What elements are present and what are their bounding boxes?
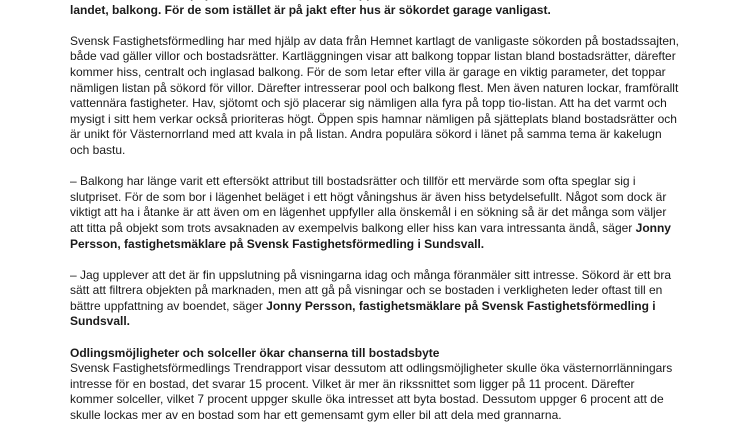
body-paragraph-2: Svensk Fastighetsförmedlings Trendrapport visar dessutom att odlingsmöjligheter skulle öka västernorrlänningars intresse för en bostad, det svarar 15 procent. Vilket är mer än rikssnittet som ligger på 11 procent. Därefter kommer solceller, vilket 7 procent uppger skulle öka intresset att byta bostad. Dessutom uppger 6 procent att de skulle lockas mer av en bostad som har ett gemensamt gym eller bil att dela med grannarna.	[70, 361, 673, 423]
quote-2-speaker: Jonny Persson, fastighetsmäklare på Svensk Fastighetsförmedling i Sundsvall.	[70, 298, 656, 329]
quote-1-text: – Balkong har länge varit ett eftersökt attribut till bostadsrätter och tillför ett mervärde som ofta speglar sig i slutpriset. För de som bor i lägenhet beläget i ett högt våningshus är även hiss betydelsefullt. Något som dock är viktigt att ha i åtanke är att även om en lägenhet uppfyller alla önskemål i en sökning så är det många som väljer att titta på objekt som trots avsaknaden av exempelvis balkong eller hiss kan vara intressanta ändå, säger	[70, 174, 667, 235]
quote-paragraph-2	[70, 268, 680, 330]
quote-1-speaker: Jonny Persson, fastighetsmäklare på Svensk Fastighetsförmedling i Sundsvall.	[70, 220, 671, 251]
document-page	[70, 0, 680, 439]
section-heading: Odlingsmöjligheter och solceller ökar chanserna till bostadsbyte	[70, 345, 440, 360]
intro-line-1	[70, 0, 661, 1]
intro-paragraph	[70, 0, 680, 18]
body-paragraph-1: Svensk Fastighetsförmedling har med hjälp av data från Hemnet kartlagt de vanligaste sökorden på bostadssajten, både vad gäller villor och bostadsrätter. Kartläggningen visar att balkong toppar listan bland bostadsrätter, därefter kommer hiss, centralt och inglasad balkong. För de som letar efter villa är garage en viktig parameter, det toppar nämligen listan på sökord för villor. Därefter intresserar pool och balkong flest. Men även naturen lockar, framförallt vattennära fastigheter. Hav, sjötomt och sjö placerar sig nämligen alla fyra på topp tio-listan. Att ha det varmt och mysigt i sitt hem verkar också prioriteras högt. Öppen spis hamnar nämligen på sjätteplats bland bostadsrätter och är unikt för Västernorrland med att kvala in på listan. Andra populära sökord i länet på samma tema är kakelugn och bastu.	[70, 33, 680, 157]
quote-2-text: – Jag upplever att det är fin uppslutning på visningarna idag och många föranmäler sitt intresse. Sökord är ett bra sätt att filtrera objekten på marknaden, men att gå på visningar och se bostaden i verkligheten leder oftast till en bättre uppfattning av boendet, säger	[70, 267, 672, 313]
intro-line-2: landet, balkong. För de som istället är på jakt efter hus är sökordet garage vanligast.	[70, 2, 551, 17]
quote-paragraph-1	[70, 174, 680, 252]
